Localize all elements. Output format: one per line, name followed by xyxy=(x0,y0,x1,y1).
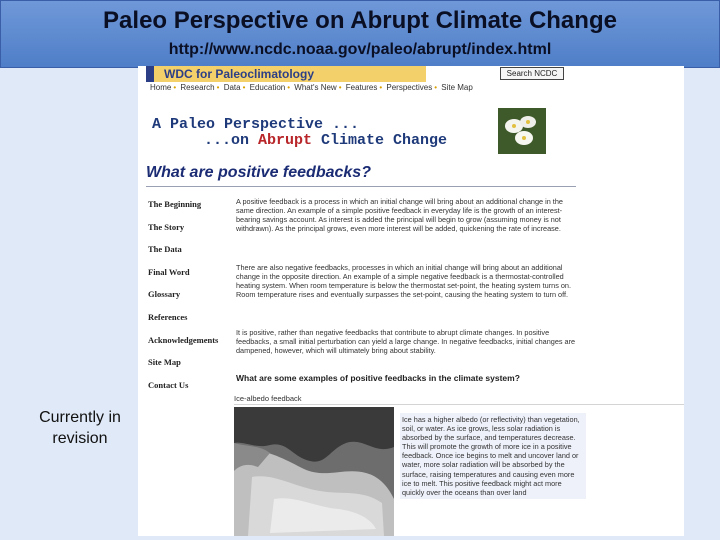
nav-separator: • xyxy=(242,83,246,92)
sidebar-item-the-story[interactable]: The Story xyxy=(148,221,185,232)
nav-separator: • xyxy=(287,83,291,92)
slide-title: Paleo Perspective on Abrupt Climate Change xyxy=(103,7,617,34)
sidebar-item-references[interactable]: References xyxy=(148,311,188,322)
ice-albedo-description: Ice has a higher albedo (or reflectivity) than vegetation, soil, or water. As ice grows, less solar radiation is absorbed by the surface, and temperatures decrease. This will promote the growth of more ice in a positive feedback. Once ice begins to melt and uncover land or water, more solar radiation will be absorbed by the surface, raising temperatures and causing even more ice to melt. This positive feedback might act more quickly over the oceans than over land xyxy=(400,413,586,499)
side-note: Currently in revision xyxy=(39,409,121,447)
banner-accent xyxy=(146,66,154,82)
nav-separator: • xyxy=(338,83,342,92)
nav-separator: • xyxy=(434,83,437,92)
site-banner xyxy=(146,66,426,82)
paragraph-positive-feedback: A positive feedback is a process in which an initial change will bring about an additional change in the same direction. An example of a simple positive feedback in everyday life is the growth of an interest-bearing savings account. As interest is added the principal will begin to grow (assuming money is not withdrawn). As the principal grows, even more interest will be added, quickening the rate of increase. xyxy=(236,197,563,234)
examples-subheading: What are some examples of positive feedbacks in the climate system? xyxy=(236,373,520,383)
nav-separator: • xyxy=(173,83,177,92)
slide-header xyxy=(0,0,720,68)
flower-photo xyxy=(498,108,546,154)
nav-separator: • xyxy=(216,83,220,92)
sidebar-item-final-word[interactable]: Final Word xyxy=(148,266,190,277)
perspective-banner-line1: A Paleo Perspective ... xyxy=(152,116,360,133)
slide-url[interactable]: http://www.ncdc.noaa.gov/paleo/abrupt/index.html xyxy=(168,41,552,58)
banner-suffix: Climate Change xyxy=(312,132,448,149)
page-heading: What are positive feedbacks? xyxy=(146,164,371,181)
sidebar-item-glossary[interactable]: Glossary xyxy=(148,289,181,300)
perspective-banner-line2 xyxy=(204,132,447,149)
left-navigation xyxy=(148,198,238,401)
satellite-ice-image xyxy=(234,407,394,536)
sidebar-item-the-data[interactable]: The Data xyxy=(148,244,182,255)
webpage-screenshot xyxy=(138,66,684,536)
nav-home[interactable]: Home xyxy=(150,83,172,92)
nav-separator: • xyxy=(379,83,383,92)
paragraph-abrupt-change: It is positive, rather than negative feedbacks that contribute to abrupt climate changes. In positive feedbacks, a small initial perturbation can yield a large change. In negative feedbacks, initial changes are dampened, however, which will ultimately bring about stability. xyxy=(236,328,576,356)
nav-research[interactable]: Research xyxy=(180,83,215,92)
top-navigation xyxy=(150,83,475,92)
heading-divider xyxy=(146,186,576,187)
site-banner-title[interactable]: WDC for Paleoclimatology xyxy=(164,67,315,81)
nav-whats-new[interactable]: What's New xyxy=(294,83,337,92)
sidebar-item-acknowledgements[interactable]: Acknowledgements xyxy=(148,334,219,345)
nav-data[interactable]: Data xyxy=(223,83,241,92)
sidebar-item-site-map[interactable]: Site Map xyxy=(148,357,181,368)
section-divider xyxy=(234,404,684,405)
banner-prefix: ...on xyxy=(204,132,259,149)
nav-education[interactable]: Education xyxy=(249,83,286,92)
paragraph-negative-feedback: There are also negative feedbacks, processes in which an initial change will bring about an additional change in the opposite direction. An example of a simple negative feedback is a thermostat-controlled heating system. When room temperature is below the thermostat set-point, the heating system turns on. Room temperature rises and eventually surpasses the set-point, causing the heating system to turn off. xyxy=(236,263,572,300)
nav-perspectives[interactable]: Perspectives xyxy=(386,83,433,92)
ice-albedo-label: Ice-albedo feedback xyxy=(234,394,302,403)
sidebar-item-contact-us[interactable]: Contact Us xyxy=(148,379,189,390)
banner-highlight: Abrupt xyxy=(258,132,313,149)
search-ncdc-button[interactable]: Search NCDC xyxy=(500,67,564,80)
sidebar-item-the-beginning[interactable]: The Beginning xyxy=(148,199,202,209)
nav-site-map[interactable]: Site Map xyxy=(441,83,473,92)
nav-features[interactable]: Features xyxy=(345,83,378,92)
